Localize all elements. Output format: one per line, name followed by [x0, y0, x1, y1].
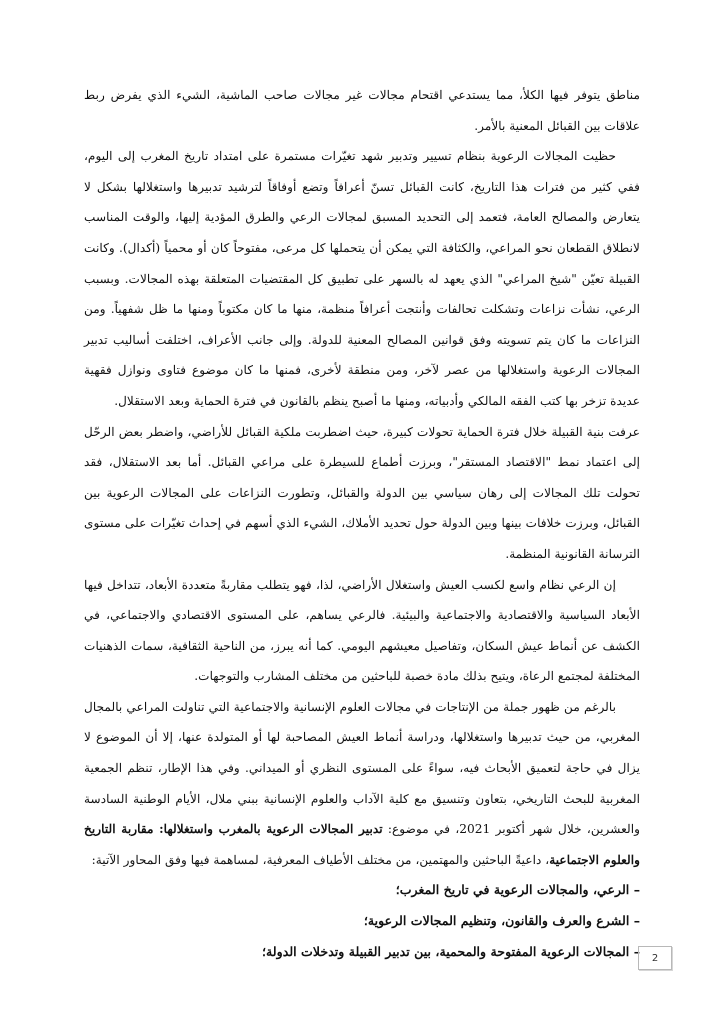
axis-item: – المجالات الرعوية المفتوحة والمحمية، بين تدبير القبيلة وتدخلات الدولة؛	[262, 943, 640, 959]
document-body	[84, 80, 640, 967]
paragraph-5-text: بالرغم من ظهور جملة من الإنتاجات في مجالات العلوم الإنسانية والاجتماعية التي تناولت المراعي بالمجال المغربي، من حيث تدبيرها واستغلالها، ودراسة أنماط العيش المصاحبة لها أو المتولدة عنها، إلا أن الموضوع لا يزال في حاجة لتعميق الأبحاث فيه، سواءً على المستوى النظري أو الميداني. وفي هذا الإطار، تنظم الجمعية المغربية للبحث التاريخي، بتعاون وتنسيق مع كلية الآداب والعلوم الإنسانية ببني ملال، الأيام الوطنية السادسة والعشرين، خلال شهر أكتوبر 2021، في موضوع:	[84, 699, 640, 837]
axis-item: – الرعي، والمجالات الرعوية في تاريخ المغرب؛	[395, 882, 640, 898]
page-number: 2	[638, 946, 672, 970]
event-title: تدبير المجالات الرعوية بالمغرب واستغلالها: مقاربة التاريخ والعلوم الاجتماعية	[84, 822, 640, 867]
axis-item: – الشرع والعرف والقانون، وتنظيم المجالات الرعوية؛	[363, 913, 640, 929]
paragraph-3: عرفت بنية القبيلة خلال فترة الحماية تحولات كبيرة، حيث اضطربت ملكية القبائل للأراضي، واضطر بعض الرحّل إلى اعتماد نمط "الاقتصاد المستقر"، وبرزت أطماع للسيطرة على مراعي القبائل. أما بعد الاستقلال، فقد تحولت تلك المجالات إلى رهان سياسي بين الدولة والقبائل، وتطورت النزاعات على المجالات الرعوية بين القبائل، وبرزت خلافات بينها وبين الدولة حول تحديد الأملاك، الشيء الذي أسهم في إحداث تغيّرات على مستوى الترسانة القانونية المنظمة.	[84, 424, 640, 561]
paragraph-5	[84, 692, 640, 876]
paragraph-5-end: ، داعيةً الباحثين والمهتمين، من مختلف الأطياف المعرفية، لمساهمة فيها وفق المحاور الآتية:	[91, 852, 550, 867]
axes-list	[84, 875, 640, 967]
paragraph-4: إن الرعي نظام واسع لكسب العيش واستغلال الأراضي، لذا، فهو يتطلب مقاربةً متعددة الأبعاد، تتداخل فيها الأبعاد السياسية والاقتصادية والاجتماعية والبيئية. فالرعي يساهم، على المستوى الاقتصادي والاجتماعي، في الكشف عن أنماط عيش السكان، وتفاصيل معيشهم اليومي. كما أنه يبرز، من الناحية الثقافية، سمات الذهنيات المختلفة لمجتمع الرعاة، ويتيح بذلك مادة خصبة للباحثين من مختلف المشارب والتوجهات.	[84, 577, 640, 684]
paragraph-1: مناطق يتوفر فيها الكلأ، مما يستدعي اقتحام مجالات غير مجالات صاحب الماشية، الشيء الذي يفرض ربط علاقات بين القبائل المعنية بالأمر.	[84, 88, 640, 133]
paragraph-2: حظيت المجالات الرعوية بنظام تسيير وتدبير شهد تغيّرات مستمرة على امتداد تاريخ المغرب إلى اليوم، ففي كثير من فترات هذا التاريخ، كانت القبائل تسنّ أعرافاً وتضع أوفاقاً لترشيد تدبيرها واستغلالها بشكل لا يتعارض والمصالح العامة، فتعمد إلى التحديد المسبق لمجالات الرعي والطرق المؤدية إليها، والوقت المناسب لانطلاق القطعان نحو المراعي، والكثافة التي يمكن أن يتحملها كل مرعى، مفتوحاً كان أو محمياً (أكدال). وكانت القبيلة تعيّن "شيخ المراعي" الذي يعهد له بالسهر على تطبيق كل المقتضيات المتعلقة بهذه المجالات. وبسبب الرعي، نشأت نزاعات وتشكلت تحالفات وأنتجت أعرافاً منظمة، منها ما كان مكتوباً ومنها ما ظل شفهياً. ومن النزاعات ما كان يتم تسويته وفق قوانين المصالح المعنية للدولة. وإلى جانب الأعراف، اختلفت أساليب تدبير المجالات الرعوية واستغلالها من عصر لآخر، ومن منطقة لأخرى، فمنها ما كان موضوع فتاوى ونوازل فقهية عديدة تزخر بها كتب الفقه المالكي وأدبياته، ومنها ما أصبح ينظم بالقانون في فترة الحماية وبعد الاستقلال.	[84, 149, 640, 408]
